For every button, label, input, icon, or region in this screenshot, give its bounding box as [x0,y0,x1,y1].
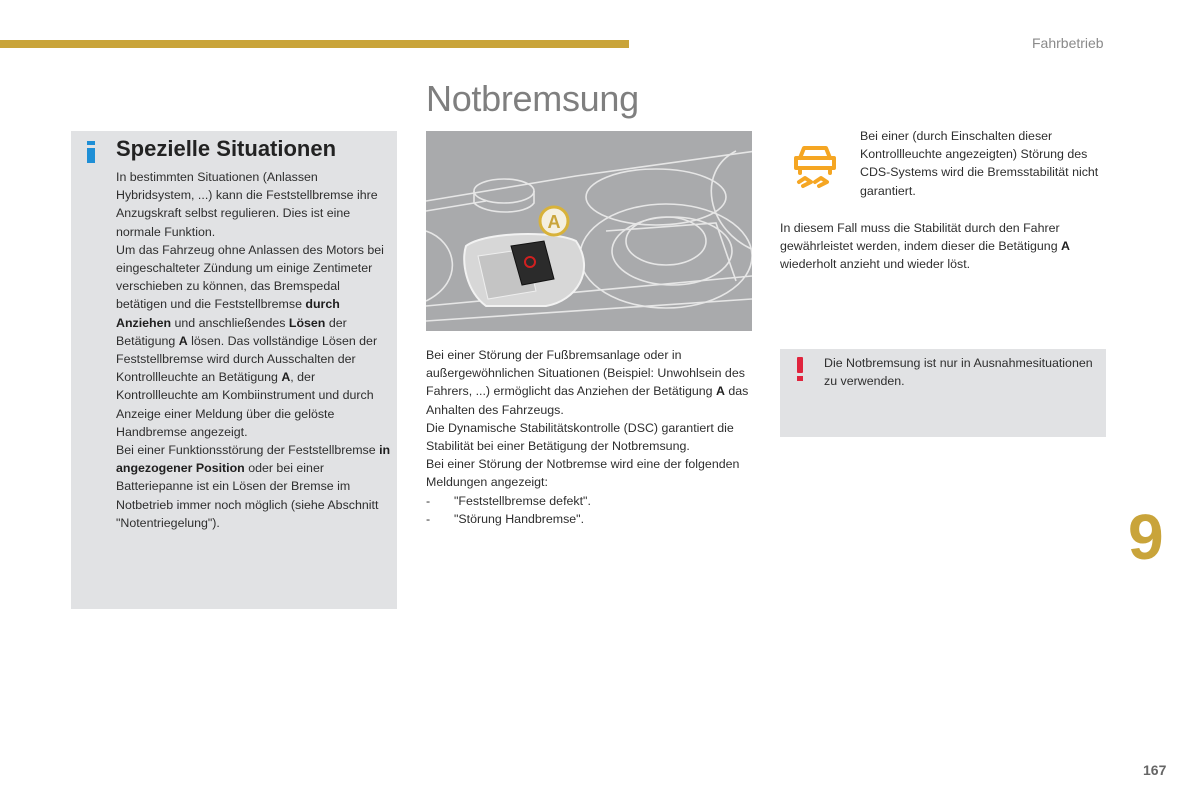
caution-box [780,349,1106,437]
message-list-item: - "Störung Handbremse". [426,511,585,526]
mid-paragraph-1: Bei einer Störung der Fußbremsanlage oder in außergewöhnlichen Situationen (Beispiel: Unwohlsein des Fahrers, ...) ermöglicht das Anziehen der Betätigung A das Anhalten des Fahrzeugs. [426,348,749,417]
info-paragraph-1: In bestimmten Situationen (Anlassen Hybridsystem, ...) kann die Feststellbremse ihre Anzugskraft selbst regulieren. Dies ist eine normale Funktion. [116,170,378,239]
chapter-number: 9 [1128,501,1164,573]
page-title: Notbremsung [426,78,639,119]
page-number: 167 [1143,762,1167,778]
caution-text: Die Notbremsung ist nur in Ausnahmesituationen zu verwenden. [824,356,1093,389]
stability-instruction: In diesem Fall muss die Stabilität durch den Fahrer gewährleistet werden, indem dieser die Betätigung A wiederholt anzieht und wieder löst. [780,221,1070,272]
info-icon [87,141,95,163]
info-box-text [116,168,391,532]
info-paragraph-2: Um das Fahrzeug ohne Anlassen des Motors bei eingeschalteter Zündung um einige Zentimeter verschieben zu können, das Bremspedal betätigen und die Feststellbremse durch Anziehen und anschließendes Lösen der Betätigung A lösen. Das vollständige Lösen der Feststellbremse wird durch Ausschalten der Kontrollleuchte an Betätigung A, der Kontrollleuchte am Kombiinstrument und durch Anzeige einer Meldung über die gelöste Handbremse angezeigt. [116,242,384,439]
emergency-braking-text [426,346,756,528]
console-drawing [426,131,752,331]
info-box [71,131,397,609]
callout-label-a: A [547,212,561,232]
message-list-item: - "Feststellbremse defekt". [426,493,591,508]
info-paragraph-3: Bei einer Funktionsstörung der Feststellbremse in angezogener Position oder bei einer Batteriepanne ist ein Lösen der Bremse im Notbetrieb immer noch möglich (siehe Abschnitt "Notentriegelung"). [116,443,391,530]
mid-paragraph-2: Die Dynamische Stabilitätskontrolle (DSC) garantiert die Stabilität bei einer Betätigung der Notbremsung. [426,420,734,454]
section-header: Fahrbetrieb [1032,35,1104,51]
lamp-description: Bei einer (durch Einschalten dieser Kontrollleuchte angezeigten) Störung des CDS-Systems wird die Bremsstabilität nicht garantiert. [860,129,1099,198]
parking-brake-illustration [426,131,752,331]
info-box-title: Spezielle Situationen [116,136,337,161]
exclamation-icon [795,357,805,381]
stability-control-warning-icon [790,140,840,190]
header-accent-bar [0,40,629,48]
mid-paragraph-3: Bei einer Störung der Notbremse wird eine der folgenden Meldungen angezeigt: [426,457,740,490]
